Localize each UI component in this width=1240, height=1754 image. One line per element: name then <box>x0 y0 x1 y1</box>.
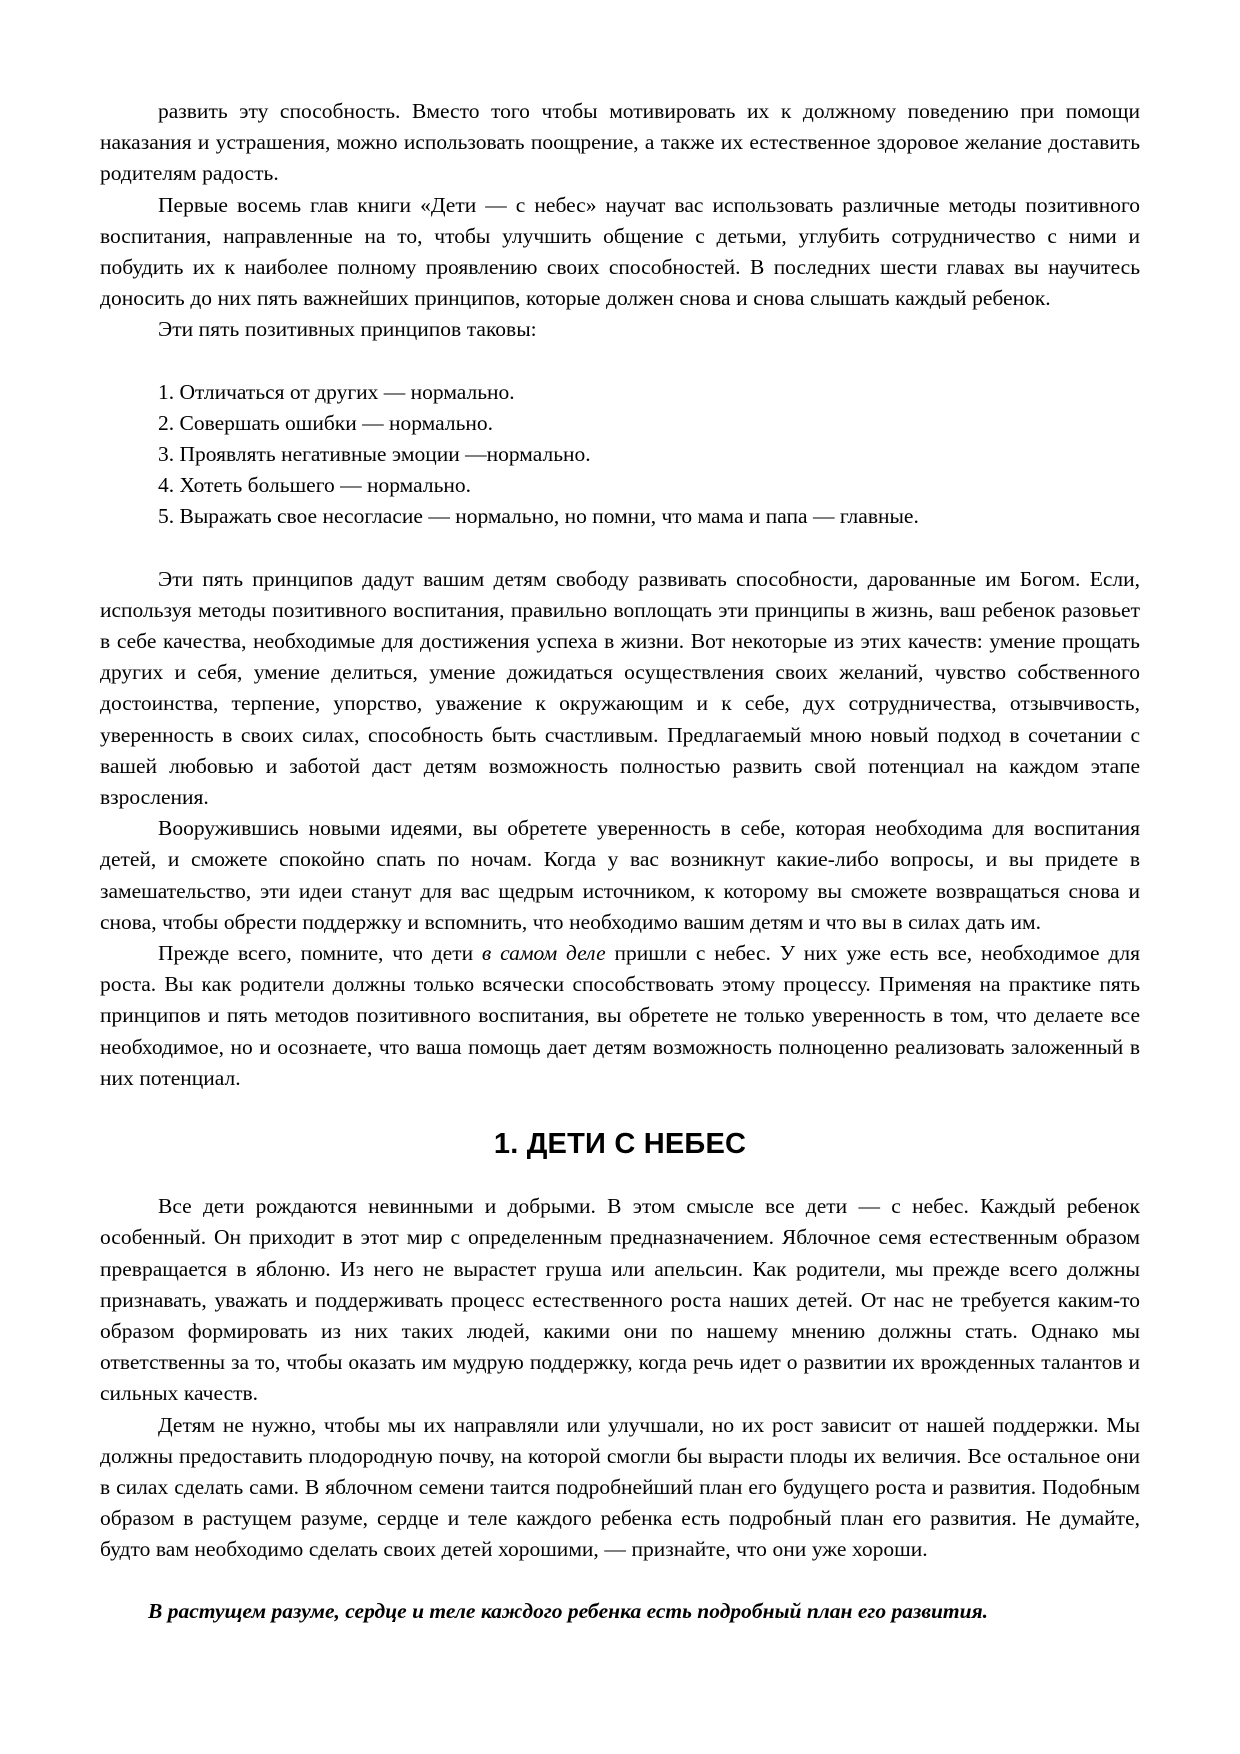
emphasis-italic-phrase: в самом деле <box>481 941 606 966</box>
page-body-column <box>100 96 1140 1627</box>
chapter-heading: 1. ДЕТИ С НЕБЕС <box>493 1128 747 1161</box>
list-item: 2. Совершать ошибки — нормально. <box>158 410 494 435</box>
list-item: 1. Отличаться от других — нормально. <box>158 379 515 404</box>
chapter-paragraph-1: Все дети рождаются невинными и добрыми. В этом смысле все дети — с небес. Каждый ребенок особенный. Он приходит в этот мир с определенным предназначением. Яблочное семя естественным образом превращается в яблоню. Из него не вырастет груша или апельсин. Как родители, мы прежде всего должны признавать, уважать и поддерживать процесс естественного роста наших детей. От нас не требуется каким-то образом формировать из них таких людей, какими они по нашему мнению должны стать. Однако мы ответственны за то, чтобы оказать им мудрую поддержку, когда речь идет о развитии их врожденных талантов и сильных качеств. <box>100 1194 1140 1406</box>
emphasis-tail-text: пришли с небес. У них уже есть все, необходимое для роста. Вы как родители должны только всячески способствовать этому процессу. Применяя на практике пять принципов и пять методов позитивного воспитания, вы обретете не только уверенность в том, что делаете все необходимое, но и осознаете, что ваша помощь дает детям возможность полноценно реализовать заложенный в них потенциал. <box>100 941 1140 1090</box>
chapter-paragraph-2: Детям не нужно, чтобы мы их направляли или улучшали, но их рост зависит от нашей поддержки. Мы должны предоставить плодородную почву, на которой смогли бы вырасти плоды их величия. Все остальное они в силах сделать сами. В яблочном семени таится подробнейший план его будущего роста и развития. Подобным образом в растущем разуме, сердце и теле каждого ребенка есть подробный план его развития. Не думайте, будто вам необходимо сделать своих детей хорошими, — признайте, что они уже хороши. <box>100 1412 1140 1562</box>
emphasis-lead-text: Прежде всего, помните, что дети <box>158 941 482 966</box>
paragraph-emphasis <box>100 938 1140 1094</box>
paragraph-after-list-1: Эти пять принципов дадут вашим детям свободу развивать способности, дарованные им Богом. Если, используя методы позитивного воспитания, правильно воплощать эти принципы в жизнь, ваш ребенок разовьет в себе качества, необходимые для достижения успеха в жизни. Вот некоторые из этих качеств: умение прощать других и себя, умение делиться, умение дожидаться осуществления своих желаний, чувство собственного достоинства, терпение, упорство, уважение к окружающим и к себе, дух сотрудничества, отзывчивость, уверенность в своих силах, способность быть счастливым. Предлагаемый мною новый подход в сочетании с вашей любовью и заботой даст детям возможность полностью развить свой потенциал на каждом этапе взросления. <box>100 566 1140 810</box>
paragraph-after-list-2: Вооружившись новыми идеями, вы обретете уверенность в себе, которая необходима для воспитания детей, и сможете спокойно спать по ночам. Когда у вас возникнут какие-либо вопросы, и вы придете в замешательство, эти идеи станут для вас щедрым источником, к которому вы сможете возвращаться снова и снова, чтобы обрести поддержку и вспомнить, что необходимо вашим детям и что вы в силах дать им. <box>100 816 1140 934</box>
paragraph-principles-lead-in: Эти пять позитивных принципов таковы: <box>158 317 537 342</box>
list-item: 5. Выражать свое несогласие — нормально, но помни, что мама и папа — главные. <box>158 504 919 529</box>
paragraph-intro-1: развить эту способность. Вместо того чтобы мотивировать их к должному поведению при помощи наказания и устрашения, можно использовать поощрение, а также их естественное здоровое желание доставить родителям радость. <box>100 99 1140 186</box>
pull-quote: В растущем разуме, сердце и теле каждого ребенка есть подробный план его развития. <box>148 1598 989 1623</box>
list-item: 4. Хотеть большего — нормально. <box>158 473 472 498</box>
principles-list-block <box>100 377 1140 533</box>
principles-list <box>100 377 1140 533</box>
paragraph-intro-2: Первые восемь глав книги «Дети — с небес» научат вас использовать различные методы позитивного воспитания, направленные на то, чтобы улучшить общение с детьми, углубить сотрудничество с ними и побудить их к наиболее полному проявлению своих способностей. В последних шести главах вы научитесь доносить до них пять важнейших принципов, которые должен снова и снова слышать каждый ребенок. <box>100 192 1140 311</box>
list-item: 3. Проявлять негативные эмоции —нормально. <box>158 442 591 467</box>
